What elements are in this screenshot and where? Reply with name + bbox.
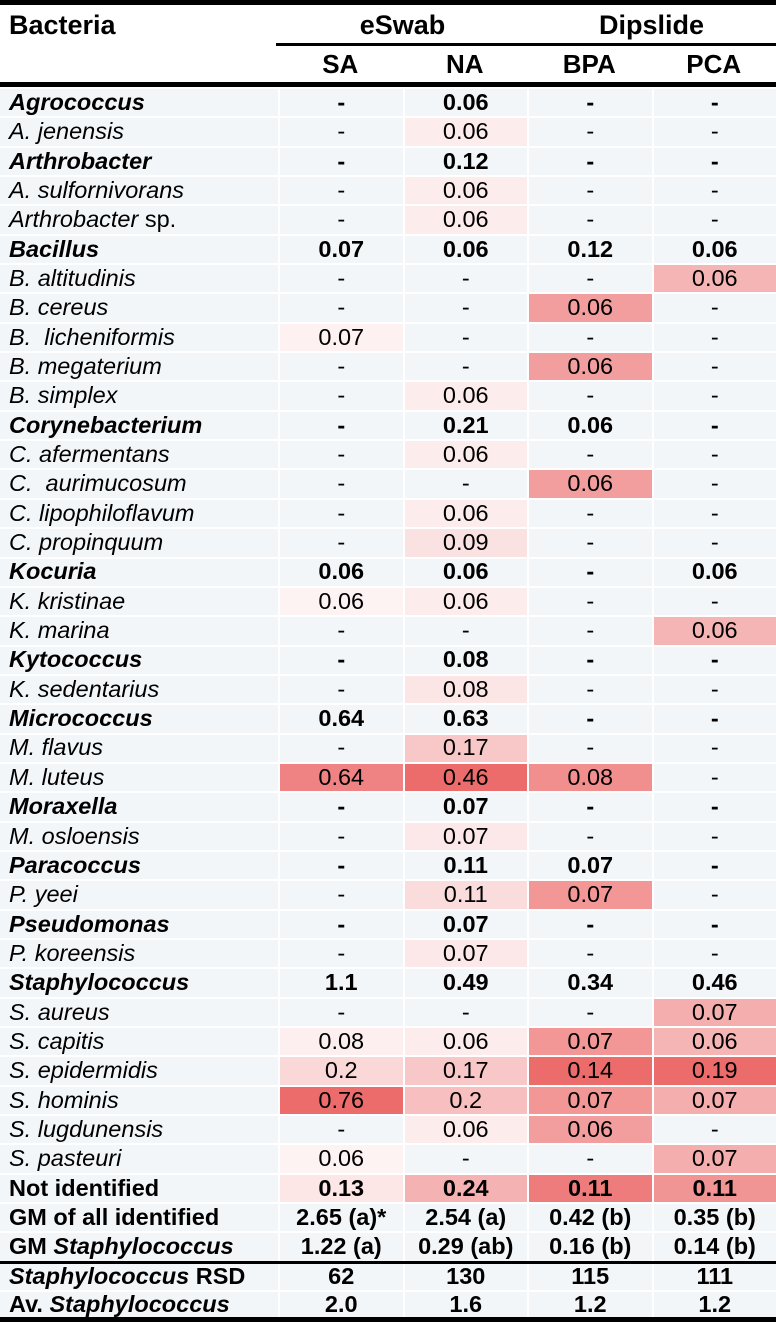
- table-row: [0, 1290, 776, 1317]
- value-cell: -: [527, 674, 652, 703]
- value-cell: -: [652, 762, 776, 791]
- value-cell: 0.08: [527, 762, 652, 791]
- value-cell: -: [527, 586, 652, 615]
- value-cell: -: [652, 850, 776, 879]
- value-cell: 1.22 (a): [278, 1231, 403, 1260]
- table-row: [0, 322, 776, 351]
- table-header-media: [0, 46, 776, 87]
- value-cell: -: [278, 733, 403, 762]
- value-cell: 0.07: [527, 1085, 652, 1114]
- bacteria-label: C. propinquum: [0, 527, 278, 556]
- bacteria-label: B. licheniformis: [0, 322, 278, 351]
- value-cell: 0.17: [403, 733, 528, 762]
- value-cell: -: [652, 527, 776, 556]
- table-row: [0, 498, 776, 527]
- value-cell: -: [403, 1143, 528, 1172]
- value-cell: -: [527, 938, 652, 967]
- value-cell: -: [278, 997, 403, 1026]
- value-cell: 0.76: [278, 1085, 403, 1114]
- value-cell: 0.06: [527, 410, 652, 439]
- value-cell: 0.06: [403, 557, 528, 586]
- value-cell: 0.07: [527, 850, 652, 879]
- value-cell: 1.1: [278, 967, 403, 996]
- table-row: [0, 1231, 776, 1260]
- value-cell: 0.34: [527, 967, 652, 996]
- table-row: [0, 1202, 776, 1231]
- value-cell: 1.2: [527, 1290, 652, 1317]
- table-row: [0, 703, 776, 732]
- value-cell: -: [652, 821, 776, 850]
- value-cell: -: [278, 527, 403, 556]
- value-cell: -: [527, 733, 652, 762]
- table-row: [0, 439, 776, 468]
- value-cell: 0.17: [403, 1055, 528, 1084]
- value-cell: -: [278, 204, 403, 233]
- value-cell: -: [527, 204, 652, 233]
- value-cell: -: [527, 703, 652, 732]
- table-row: [0, 527, 776, 556]
- value-cell: 0.06: [652, 263, 776, 292]
- value-cell: 0.09: [403, 527, 528, 556]
- value-cell: -: [652, 175, 776, 204]
- value-cell: -: [278, 791, 403, 820]
- bacteria-label: Staphylococcus: [0, 967, 278, 996]
- table-row: [0, 674, 776, 703]
- value-cell: -: [278, 645, 403, 674]
- value-cell: 2.54 (a): [403, 1202, 528, 1231]
- value-cell: -: [652, 87, 776, 116]
- table-row: [0, 938, 776, 967]
- value-cell: -: [403, 997, 528, 1026]
- bacteria-label: C. aurimucosum: [0, 468, 278, 497]
- table-row: [0, 645, 776, 674]
- table-row: [0, 967, 776, 996]
- bacteria-label: S. aureus: [0, 997, 278, 1026]
- bacteria-label: Arthrobacter: [0, 146, 278, 175]
- value-cell: 0.06: [403, 380, 528, 409]
- value-cell: -: [278, 615, 403, 644]
- value-cell: 0.24: [403, 1173, 528, 1202]
- value-cell: 0.07: [403, 821, 528, 850]
- bacteria-label: P. yeei: [0, 879, 278, 908]
- value-cell: 1.2: [652, 1290, 776, 1317]
- value-cell: 0.06: [403, 498, 528, 527]
- bacteria-label: A. jenensis: [0, 116, 278, 145]
- value-cell: 2.0: [278, 1290, 403, 1317]
- group-header-eswab: eSwab: [359, 10, 446, 40]
- bacteria-label: Micrococcus: [0, 703, 278, 732]
- table-row: [0, 1173, 776, 1202]
- value-cell: 0.13: [278, 1173, 403, 1202]
- value-cell: 0.06: [527, 351, 652, 380]
- value-cell: 0.64: [278, 762, 403, 791]
- value-cell: 0.06: [403, 586, 528, 615]
- group-header-dipslide: Dipslide: [598, 10, 705, 40]
- table-row: [0, 1114, 776, 1143]
- value-cell: -: [403, 263, 528, 292]
- value-cell: -: [652, 410, 776, 439]
- table-row: [0, 292, 776, 321]
- value-cell: -: [652, 791, 776, 820]
- bacteria-label: M. osloensis: [0, 821, 278, 850]
- bacteria-label: S. capitis: [0, 1026, 278, 1055]
- value-cell: 0.06: [403, 175, 528, 204]
- value-cell: 62: [278, 1264, 403, 1291]
- value-cell: -: [527, 116, 652, 145]
- table-row: [0, 762, 776, 791]
- value-cell: 0.08: [403, 645, 528, 674]
- table-row: [0, 175, 776, 204]
- value-cell: -: [652, 146, 776, 175]
- table-row: [0, 116, 776, 145]
- table-row: [0, 1026, 776, 1055]
- value-cell: -: [527, 380, 652, 409]
- value-cell: -: [527, 645, 652, 674]
- value-cell: 0.06: [278, 586, 403, 615]
- value-cell: -: [403, 322, 528, 351]
- value-cell: -: [527, 527, 652, 556]
- table-header-groups: [0, 5, 776, 46]
- value-cell: 0.06: [652, 234, 776, 263]
- value-cell: 111: [652, 1264, 776, 1291]
- value-cell: 0.06: [403, 439, 528, 468]
- bacteria-label: S. hominis: [0, 1085, 278, 1114]
- bacteria-label: Agrococcus: [0, 87, 278, 116]
- value-cell: 0.06: [403, 116, 528, 145]
- bacteria-label: Kytococcus: [0, 645, 278, 674]
- value-cell: -: [652, 116, 776, 145]
- value-cell: -: [527, 146, 652, 175]
- bacteria-label: S. pasteuri: [0, 1143, 278, 1172]
- bacteria-label: Av. Staphylococcus: [0, 1290, 278, 1317]
- value-cell: 2.65 (a)*: [278, 1202, 403, 1231]
- table-row: [0, 234, 776, 263]
- value-cell: -: [652, 733, 776, 762]
- table-row: [0, 204, 776, 233]
- value-cell: -: [278, 879, 403, 908]
- value-cell: -: [278, 498, 403, 527]
- table-row: [0, 468, 776, 497]
- value-cell: -: [652, 703, 776, 732]
- value-cell: -: [652, 938, 776, 967]
- value-cell: 0.08: [403, 674, 528, 703]
- value-cell: 0.63: [403, 703, 528, 732]
- value-cell: 0.11: [652, 1173, 776, 1202]
- bacteria-label: Not identified: [0, 1173, 278, 1202]
- table-row: [0, 263, 776, 292]
- value-cell: -: [652, 439, 776, 468]
- value-cell: 0.2: [278, 1055, 403, 1084]
- value-cell: -: [527, 439, 652, 468]
- value-cell: -: [278, 175, 403, 204]
- value-cell: 0.29 (ab): [403, 1231, 528, 1260]
- table-row: [0, 351, 776, 380]
- table-row: [0, 733, 776, 762]
- value-cell: 0.21: [403, 410, 528, 439]
- value-cell: 0.14: [527, 1055, 652, 1084]
- value-cell: -: [652, 380, 776, 409]
- value-cell: -: [403, 351, 528, 380]
- value-cell: 0.46: [403, 762, 528, 791]
- value-cell: 0.35 (b): [652, 1202, 776, 1231]
- value-cell: -: [278, 292, 403, 321]
- value-cell: -: [652, 351, 776, 380]
- table-row: [0, 380, 776, 409]
- table-row: [0, 1143, 776, 1172]
- bacteria-label: GM Staphylococcus: [0, 1231, 278, 1260]
- value-cell: 0.49: [403, 967, 528, 996]
- value-cell: 0.06: [403, 234, 528, 263]
- column-header-sa: SA: [322, 48, 359, 79]
- value-cell: -: [652, 292, 776, 321]
- value-cell: -: [403, 468, 528, 497]
- value-cell: 1.6: [403, 1290, 528, 1317]
- value-cell: 0.19: [652, 1055, 776, 1084]
- value-cell: 0.06: [652, 557, 776, 586]
- value-cell: 0.06: [278, 1143, 403, 1172]
- value-cell: 0.07: [527, 1026, 652, 1055]
- value-cell: 0.06: [403, 1026, 528, 1055]
- bacteria-label: Arthrobacter sp.: [0, 204, 278, 233]
- value-cell: -: [278, 674, 403, 703]
- value-cell: 0.07: [403, 909, 528, 938]
- value-cell: -: [403, 292, 528, 321]
- value-cell: -: [652, 1114, 776, 1143]
- value-cell: 0.07: [527, 879, 652, 908]
- value-cell: -: [652, 586, 776, 615]
- value-cell: 0.46: [652, 967, 776, 996]
- value-cell: -: [278, 410, 403, 439]
- value-cell: -: [278, 351, 403, 380]
- value-cell: -: [652, 468, 776, 497]
- bacteria-label: Kocuria: [0, 557, 278, 586]
- value-cell: 0.12: [403, 146, 528, 175]
- value-cell: 0.11: [403, 879, 528, 908]
- value-cell: -: [527, 263, 652, 292]
- value-cell: -: [652, 322, 776, 351]
- value-cell: -: [278, 380, 403, 409]
- bacteria-column-header: Bacteria: [9, 10, 116, 40]
- value-cell: 0.06: [652, 1026, 776, 1055]
- value-cell: -: [652, 645, 776, 674]
- value-cell: -: [527, 175, 652, 204]
- value-cell: -: [527, 1143, 652, 1172]
- value-cell: -: [278, 1114, 403, 1143]
- bacteria-label: A. sulfornivorans: [0, 175, 278, 204]
- value-cell: -: [527, 791, 652, 820]
- value-cell: 0.11: [527, 1173, 652, 1202]
- bacteria-label: Bacillus: [0, 234, 278, 263]
- value-cell: -: [527, 557, 652, 586]
- value-cell: -: [527, 821, 652, 850]
- value-cell: 0.06: [403, 1114, 528, 1143]
- bacteria-label: Corynebacterium: [0, 410, 278, 439]
- bacteria-label: Pseudomonas: [0, 909, 278, 938]
- value-cell: -: [527, 997, 652, 1026]
- value-cell: 0.06: [403, 204, 528, 233]
- table-row: [0, 615, 776, 644]
- value-cell: 0.42 (b): [527, 1202, 652, 1231]
- value-cell: 0.16 (b): [527, 1231, 652, 1260]
- bacteria-label: B. simplex: [0, 380, 278, 409]
- column-header-na: NA: [445, 48, 484, 79]
- value-cell: 0.06: [403, 87, 528, 116]
- table-row: [0, 909, 776, 938]
- table-row: [0, 557, 776, 586]
- bacteria-label: K. marina: [0, 615, 278, 644]
- value-cell: -: [527, 87, 652, 116]
- value-cell: 0.07: [403, 938, 528, 967]
- table-row: [0, 1085, 776, 1114]
- value-cell: 0.64: [278, 703, 403, 732]
- value-cell: 0.07: [278, 234, 403, 263]
- bacteria-label: S. lugdunensis: [0, 1114, 278, 1143]
- value-cell: 0.11: [403, 850, 528, 879]
- table-row: [0, 879, 776, 908]
- value-cell: 0.07: [652, 1143, 776, 1172]
- bacteria-label: Staphylococcus RSD: [0, 1264, 278, 1291]
- value-cell: -: [652, 879, 776, 908]
- value-cell: 0.06: [652, 615, 776, 644]
- value-cell: -: [652, 204, 776, 233]
- table-row: [0, 850, 776, 879]
- value-cell: -: [527, 615, 652, 644]
- bacteria-label: K. kristinae: [0, 586, 278, 615]
- table-row: [0, 791, 776, 820]
- value-cell: 0.08: [278, 1026, 403, 1055]
- bacteria-label: B. megaterium: [0, 351, 278, 380]
- value-cell: -: [278, 87, 403, 116]
- value-cell: 115: [527, 1264, 652, 1291]
- table-body: [0, 87, 776, 1317]
- column-header-bpa: BPA: [562, 48, 616, 79]
- value-cell: -: [527, 498, 652, 527]
- bacteria-label: M. luteus: [0, 762, 278, 791]
- bacteria-label: Paracoccus: [0, 850, 278, 879]
- column-header-pca: PCA: [686, 48, 742, 79]
- value-cell: -: [278, 938, 403, 967]
- value-cell: 0.07: [403, 791, 528, 820]
- value-cell: -: [527, 322, 652, 351]
- table-row: [0, 997, 776, 1026]
- bacteria-label: B. cereus: [0, 292, 278, 321]
- bacteria-label: M. flavus: [0, 733, 278, 762]
- table-row: [0, 410, 776, 439]
- value-cell: -: [278, 116, 403, 145]
- value-cell: 0.06: [527, 468, 652, 497]
- value-cell: 0.07: [278, 322, 403, 351]
- table-row: [0, 87, 776, 116]
- value-cell: -: [278, 821, 403, 850]
- value-cell: -: [652, 498, 776, 527]
- value-cell: -: [278, 850, 403, 879]
- value-cell: 0.07: [652, 1085, 776, 1114]
- bacteria-label: P. koreensis: [0, 938, 278, 967]
- value-cell: -: [278, 439, 403, 468]
- value-cell: -: [278, 468, 403, 497]
- value-cell: 0.06: [527, 292, 652, 321]
- value-cell: -: [652, 909, 776, 938]
- value-cell: -: [403, 615, 528, 644]
- value-cell: -: [278, 146, 403, 175]
- value-cell: 0.12: [527, 234, 652, 263]
- bacteria-label: Moraxella: [0, 791, 278, 820]
- table-row: [0, 1055, 776, 1084]
- table-row: [0, 821, 776, 850]
- bacteria-label: K. sedentarius: [0, 674, 278, 703]
- value-cell: -: [652, 674, 776, 703]
- value-cell: -: [527, 909, 652, 938]
- bacteria-label: C. lipophiloflavum: [0, 498, 278, 527]
- bacteria-label: C. afermentans: [0, 439, 278, 468]
- bacteria-label: S. epidermidis: [0, 1055, 278, 1084]
- value-cell: 0.14 (b): [652, 1231, 776, 1260]
- value-cell: 130: [403, 1264, 528, 1291]
- table-row: [0, 586, 776, 615]
- value-cell: 0.07: [652, 997, 776, 1026]
- value-cell: -: [278, 263, 403, 292]
- bacteria-label: GM of all identified: [0, 1202, 278, 1231]
- table-row: [0, 1261, 776, 1291]
- group-underline-rule: [276, 43, 776, 46]
- value-cell: -: [278, 909, 403, 938]
- value-cell: 0.06: [278, 557, 403, 586]
- value-cell: 0.06: [527, 1114, 652, 1143]
- table-row: [0, 146, 776, 175]
- value-cell: 0.2: [403, 1085, 528, 1114]
- bacteria-label: B. altitudinis: [0, 263, 278, 292]
